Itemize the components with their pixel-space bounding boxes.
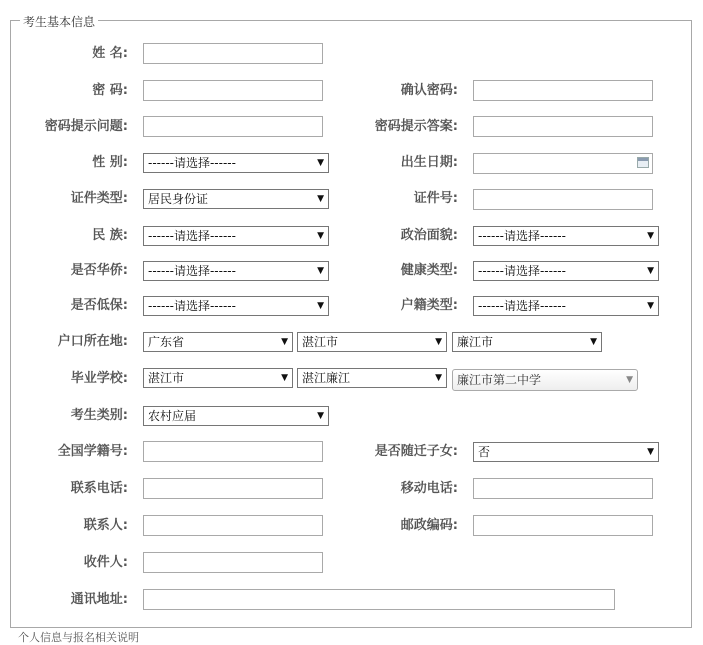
mobile-phone-input[interactable] [473,478,653,499]
gender-value: ------请选择------ [148,156,236,170]
hukou-province-value: 广东省 [148,335,185,349]
household-type-value: ------请选择------ [478,299,566,313]
name-input[interactable] [143,43,323,64]
contact-phone-label: 联系电话: [70,481,128,496]
chevron-down-icon: ▼ [281,373,288,383]
id-number-input[interactable] [473,189,653,210]
chevron-down-icon: ▼ [647,266,654,276]
student-category-select[interactable] [143,406,329,426]
chevron-down-icon: ▼ [317,301,324,311]
address-input[interactable] [143,589,615,610]
student-category-value: 农村应届 [148,409,197,423]
school-name-combobox[interactable] [452,369,638,391]
health-label: 健康类型: [400,263,458,278]
migrant-child-label: 是否随迁子女: [374,444,458,459]
low-income-select[interactable] [143,296,329,316]
chevron-down-icon: ▼ [317,231,324,241]
chevron-down-icon: ▼ [317,411,324,421]
low-income-value: ------请选择------ [148,299,236,313]
national-student-no-label: 全国学籍号: [57,444,128,459]
ethnicity-label: 民 族: [92,228,128,243]
gender-label: 性 别: [92,155,128,170]
low-income-label: 是否低保: [70,298,128,313]
hukou-district-value: 廉江市 [457,335,494,349]
recipient-label: 收件人: [83,555,128,570]
contact-person-label: 联系人: [83,518,128,533]
overseas-chinese-value: ------请选择------ [148,264,236,278]
id-type-select[interactable] [143,189,329,209]
chevron-down-icon: ▼ [647,301,654,311]
political-value: ------请选择------ [478,229,566,243]
birth-date-input[interactable] [473,153,653,174]
mobile-phone-label: 移动电话: [400,481,458,496]
graduate-school-label: 毕业学校: [70,371,128,386]
political-select[interactable] [473,226,659,246]
chevron-down-icon: ▼ [317,194,324,204]
pw-question-label: 密码提示问题: [44,119,128,134]
pw-question-input[interactable] [143,116,323,137]
chevron-down-icon: ▼ [626,375,633,385]
gender-select[interactable] [143,153,329,173]
chevron-down-icon: ▼ [590,337,597,347]
chevron-down-icon: ▼ [317,266,324,276]
calendar-icon[interactable] [637,157,649,168]
overseas-chinese-select[interactable] [143,261,329,281]
household-type-select[interactable] [473,296,659,316]
next-section-text: 个人信息与报名相关说明 [18,631,139,644]
ethnicity-select[interactable] [143,226,329,246]
school-district-select[interactable] [297,368,447,388]
migrant-child-select[interactable] [473,442,659,462]
chevron-down-icon: ▼ [647,231,654,241]
hukou-province-select[interactable] [143,332,293,352]
chevron-down-icon: ▼ [435,373,442,383]
hukou-location-label: 户口所在地: [57,334,128,349]
postal-code-input[interactable] [473,515,653,536]
hukou-city-select[interactable] [297,332,447,352]
pw-answer-label: 密码提示答案: [374,119,458,134]
recipient-input[interactable] [143,552,323,573]
household-type-label: 户籍类型: [400,298,458,313]
chevron-down-icon: ▼ [647,447,654,457]
school-city-value: 湛江市 [148,371,185,385]
student-category-label: 考生类别: [70,408,128,423]
password-label: 密 码: [92,83,128,98]
name-label: 姓 名: [92,46,128,61]
health-select[interactable] [473,261,659,281]
birth-date-label: 出生日期: [400,155,458,170]
password-input[interactable] [143,80,323,101]
ethnicity-value: ------请选择------ [148,229,236,243]
chevron-down-icon: ▼ [317,158,324,168]
pw-answer-input[interactable] [473,116,653,137]
school-district-value: 湛江廉江 [302,371,351,385]
address-label: 通讯地址: [70,592,128,607]
chevron-down-icon: ▼ [435,337,442,347]
id-type-value: 居民身份证 [148,192,209,206]
hukou-city-value: 湛江市 [302,335,339,349]
id-number-label: 证件号: [413,191,458,206]
chevron-down-icon: ▼ [281,337,288,347]
postal-code-label: 邮政编码: [400,518,458,533]
hukou-district-select[interactable] [452,332,602,352]
school-city-select[interactable] [143,368,293,388]
confirm-password-label: 确认密码: [400,83,458,98]
fieldset-legend: 考生基本信息 [20,13,98,30]
migrant-child-value: 否 [478,445,491,459]
overseas-chinese-label: 是否华侨: [70,263,128,278]
national-student-no-input[interactable] [143,441,323,462]
political-label: 政治面貌: [400,228,458,243]
contact-phone-input[interactable] [143,478,323,499]
confirm-password-input[interactable] [473,80,653,101]
contact-person-input[interactable] [143,515,323,536]
id-type-label: 证件类型: [70,191,128,206]
school-name-value: 廉江市第二中学 [457,373,542,387]
health-value: ------请选择------ [478,264,566,278]
form-panel [10,20,692,628]
